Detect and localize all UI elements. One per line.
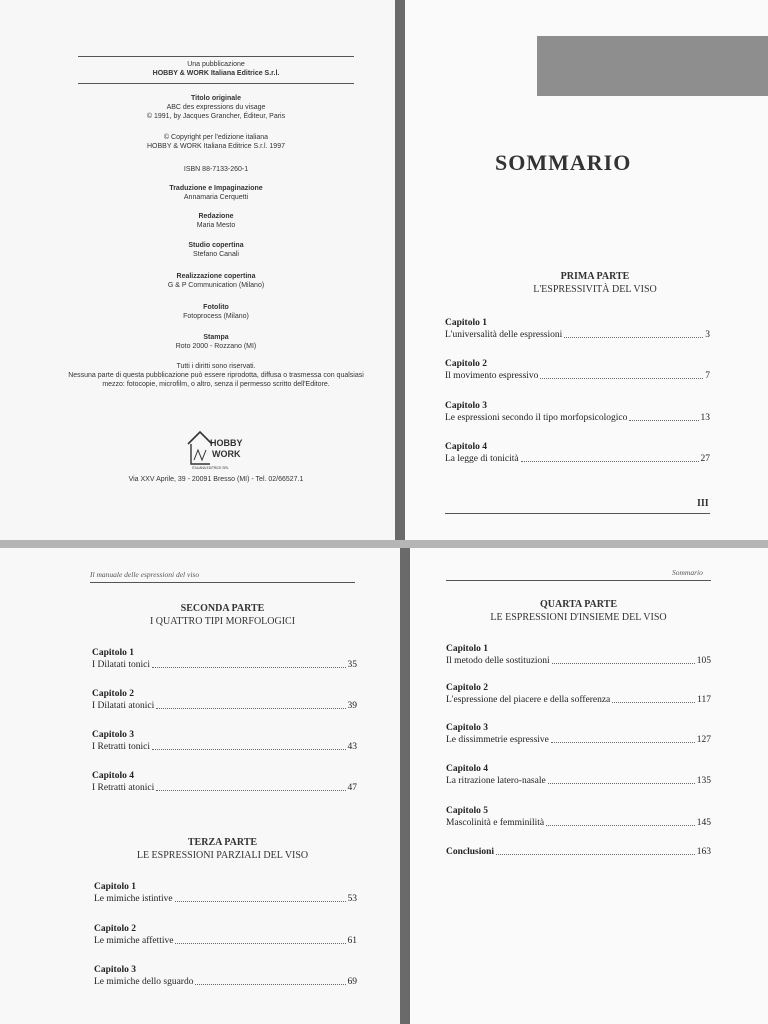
label: Fotolito <box>203 304 229 311</box>
part-label: QUARTA PARTE <box>540 599 617 610</box>
divider <box>78 56 354 57</box>
page-gap <box>0 540 768 548</box>
chapter-title: Mascolinità e femminilità <box>446 818 545 828</box>
chapter-page: 43 <box>347 742 357 752</box>
toc-entry-conclusion <box>446 846 711 858</box>
chapter-label: Capitolo 3 <box>445 401 487 411</box>
chapter-label: Capitolo 2 <box>445 359 487 369</box>
part-label: TERZA PARTE <box>187 837 258 848</box>
chapter-title: I Retratti atonici <box>92 783 155 793</box>
chapter-label: Capitolo 1 <box>94 882 136 892</box>
publisher-name: HOBBY & WORK Italiana Editrice S.r.l. <box>152 70 280 77</box>
page-title: SOMMARIO <box>495 150 632 175</box>
value: © 1991, by Jacques Grancher, Éditeur, Paris <box>146 113 286 120</box>
chapter-title: Il movimento espressivo <box>445 371 539 381</box>
chapter-label: Capitolo 3 <box>446 723 488 733</box>
part-subtitle: I QUATTRO TIPI MORFOLOGICI <box>149 616 296 627</box>
label: Realizzazione copertina <box>176 273 256 280</box>
chapter-label: Capitolo 1 <box>92 648 134 658</box>
chapter-title: La ritrazione latero-nasale <box>446 776 546 786</box>
toc-entry <box>446 763 711 787</box>
value: HOBBY & WORK Italiana Editrice S.r.l. 1997 <box>147 143 285 150</box>
spine-gap <box>400 548 410 1024</box>
contents-page-right <box>410 548 768 1024</box>
chapter-title: I Retratti tonici <box>92 742 151 752</box>
chapter-page: 61 <box>347 936 357 946</box>
toc-entry <box>94 964 357 988</box>
chapter-label: Capitolo 2 <box>92 689 134 699</box>
toc-entry <box>92 770 357 794</box>
toc-entry <box>92 729 357 753</box>
publisher-block <box>78 60 354 78</box>
part-label: PRIMA PARTE <box>560 271 630 282</box>
chapter-label: Capitolo 1 <box>445 318 487 328</box>
chapter-page: 117 <box>697 695 711 705</box>
chapter-page: 13 <box>700 413 710 423</box>
chapter-page: 3 <box>705 330 710 340</box>
publisher-address: Via XXV Aprile, 39 - 20091 Bresso (MI) - Tel. 02/66527.1 <box>128 476 304 483</box>
chapter-label: Capitolo 4 <box>446 764 488 774</box>
toc-entry <box>94 881 357 905</box>
part-subtitle: LE ESPRESSIONI PARZIALI DEL VISO <box>136 850 309 861</box>
chapter-page: 69 <box>347 977 357 987</box>
value: Roto 2000 - Rozzano (MI) <box>175 343 257 350</box>
chapter-page: 27 <box>700 454 710 464</box>
logo-line2: WORK <box>212 449 241 459</box>
cover-production-block <box>78 272 354 290</box>
chapter-page: 7 <box>705 371 710 381</box>
chapter-label: Capitolo 5 <box>446 806 488 816</box>
chapter-label: Capitolo 2 <box>446 683 488 693</box>
toc-entry <box>445 358 710 382</box>
chapter-label: Capitolo 3 <box>94 965 136 975</box>
label: Redazione <box>198 213 234 220</box>
value: Stefano Canali <box>193 251 239 258</box>
translation-block <box>78 184 354 202</box>
logo-sub: ITALIANA EDITRICE SRL <box>192 466 229 470</box>
chapter-title: L'espressione del piacere e della sofferenza <box>446 695 611 705</box>
original-title-block <box>78 94 354 121</box>
chapter-title: I Dilatati atonici <box>92 701 155 711</box>
toc-entry <box>446 643 711 667</box>
chapter-page: 53 <box>347 894 357 904</box>
toc-entry <box>446 682 711 706</box>
value: ISBN 88-7133-260-1 <box>183 166 249 173</box>
chapter-title: Il metodo delle sostituzioni <box>446 656 550 666</box>
divider <box>445 513 710 514</box>
value: ABC des expressions du visage <box>166 104 266 111</box>
divider <box>90 582 355 583</box>
part-heading <box>90 602 355 628</box>
value: Annamaria Cerquetti <box>183 194 249 201</box>
chapter-page: 39 <box>347 701 357 711</box>
rights-line: mezzo: fotocopie, microfilm, o altro, senza il permesso scritto dell'Editore. <box>102 381 330 388</box>
label: Stampa <box>203 334 229 341</box>
running-head: Il manuale delle espressioni del viso <box>90 570 200 579</box>
chapter-title: I Dilatati tonici <box>92 660 151 670</box>
chapter-page: 127 <box>696 735 711 745</box>
chapter-label: Capitolo 2 <box>94 924 136 934</box>
part-subtitle: LE ESPRESSIONI D'INSIEME DEL VISO <box>490 612 667 623</box>
photolito-block <box>78 303 354 321</box>
contents-page-left <box>0 548 400 1024</box>
contents-page <box>405 0 768 540</box>
chapter-title: La legge di tonicità <box>445 454 519 464</box>
rights-line: Tutti i diritti sono riservati. <box>176 363 256 370</box>
label: Traduzione e Impaginazione <box>169 185 263 192</box>
value: Fotoprocess (Milano) <box>183 313 249 320</box>
chapter-page: 145 <box>696 818 711 828</box>
chapter-title: Le espressioni secondo il tipo morfopsicologico <box>445 413 628 423</box>
value: G & P Communication (Milano) <box>167 282 265 289</box>
chapter-page: 105 <box>696 656 711 666</box>
label: Studio copertina <box>188 242 244 249</box>
spine-gap <box>395 0 405 540</box>
toc-entry <box>446 805 711 829</box>
page-number: III <box>697 498 709 509</box>
chapter-title: Le dissimmetrie espressive <box>446 735 549 745</box>
chapter-label: Capitolo 4 <box>445 442 487 452</box>
toc-entry <box>92 647 357 671</box>
toc-entry <box>94 923 357 947</box>
part-heading <box>446 598 711 624</box>
chapter-label: Capitolo 4 <box>92 771 134 781</box>
divider <box>446 580 711 581</box>
chapter-label: Capitolo 1 <box>446 644 488 654</box>
conclusion-title: Conclusioni <box>446 847 495 857</box>
chapter-title: Le mimiche istintive <box>94 894 173 904</box>
toc-entry <box>445 441 710 465</box>
chapter-title: L'universalità delle espressioni <box>445 330 563 340</box>
part-heading <box>455 270 735 296</box>
toc-entry <box>446 722 711 746</box>
colophon-page <box>0 0 395 540</box>
chapter-page: 47 <box>347 783 357 793</box>
part-subtitle: L'ESPRESSIVITÀ DEL VISO <box>533 284 657 295</box>
chapter-label: Capitolo 3 <box>92 730 134 740</box>
hobby-work-logo <box>186 430 246 470</box>
rights-line: Nessuna parte di questa pubblicazione può essere riprodotta, diffusa o trasmessa con qualsiasi <box>68 372 364 379</box>
logo-line1: HOBBY <box>210 438 243 448</box>
divider <box>78 83 354 84</box>
label: Titolo originale <box>190 95 242 102</box>
value: © Copyright per l'edizione italiana <box>163 134 269 141</box>
italian-copyright-block <box>78 133 354 151</box>
cover-block <box>78 241 354 259</box>
toc-entry <box>445 317 710 341</box>
isbn <box>78 165 354 174</box>
part-heading <box>90 836 355 862</box>
conclusion-page: 163 <box>696 847 711 857</box>
editing-block <box>78 212 354 230</box>
chapter-page: 35 <box>347 660 357 670</box>
publisher-line: Una pubblicazione <box>187 61 245 68</box>
rights-block <box>60 362 372 389</box>
chapter-title: Le mimiche affettive <box>94 936 174 946</box>
print-block <box>78 333 354 351</box>
part-label: SECONDA PARTE <box>180 603 265 614</box>
header-block <box>537 36 768 96</box>
value: Maria Mesto <box>196 222 236 229</box>
chapter-title: Le mimiche dello sguardo <box>94 977 194 987</box>
toc-entry <box>92 688 357 712</box>
running-head: Sommario <box>672 568 703 577</box>
toc-entry <box>445 400 710 424</box>
chapter-page: 135 <box>696 776 711 786</box>
